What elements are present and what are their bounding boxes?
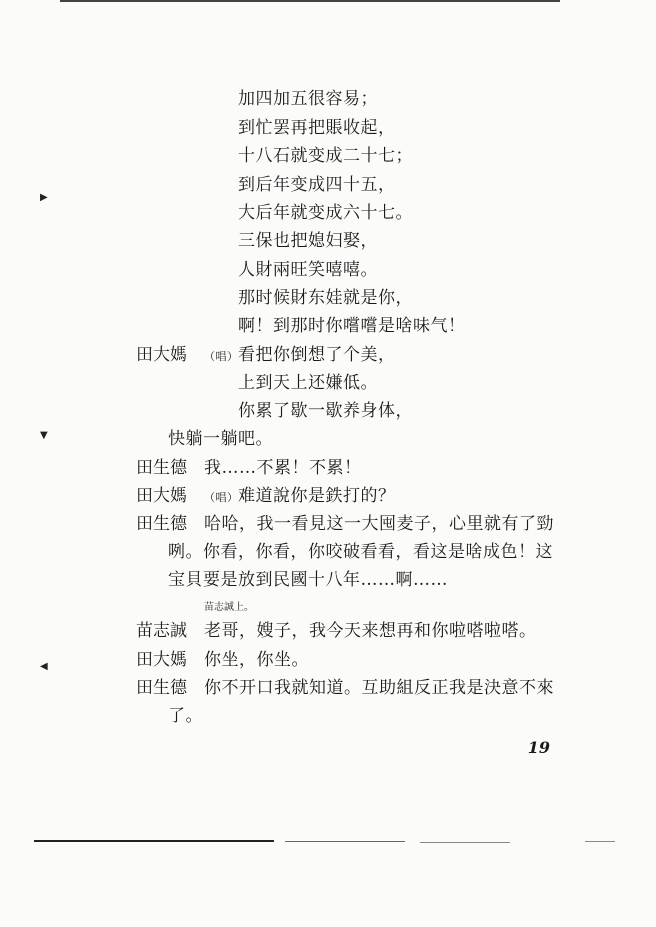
dialogue-line: 看把你倒想了个美， <box>238 345 396 365</box>
stage-note: （唱） <box>204 350 239 363</box>
margin-mark-icon: ▶ <box>40 192 48 203</box>
dialogue-line: 了。 <box>168 706 203 726</box>
speaker-name: 田大媽 <box>136 345 187 365</box>
verse-line: 大后年就变成六十七。 <box>238 203 413 223</box>
dialogue-line: 哈哈，我一看見这一大囤麦子，心里就有了勁 <box>204 514 554 534</box>
bottom-rule <box>420 842 510 843</box>
bottom-rule <box>34 840 274 842</box>
dialogue-line: 我……不累！不累！ <box>204 458 362 478</box>
dialogue-line: 你累了歇一歇养身体， <box>238 401 413 421</box>
stage-direction: 苗志誠上。 <box>204 602 254 613</box>
verse-line: 加四加五很容易； <box>238 89 378 109</box>
bottom-rule <box>585 841 615 842</box>
top-rule <box>60 0 560 2</box>
margin-mark-icon: ▼ <box>40 430 48 441</box>
verse-line: 那时候財东娃就是你， <box>238 288 413 308</box>
dialogue-line: 难道說你是鉄打的？ <box>238 486 396 506</box>
speaker-name: 田生德 <box>136 678 187 698</box>
speaker-name: 田生德 <box>136 458 187 478</box>
bottom-rule <box>285 841 405 842</box>
verse-line: 十八石就变成二十七； <box>238 146 413 166</box>
dialogue-line: 你坐，你坐。 <box>204 650 309 670</box>
dialogue-line: 老哥，嫂子，我今天来想再和你啦嗒啦嗒。 <box>204 621 537 641</box>
dialogue-line: 宝貝要是放到民國十八年……啊…… <box>168 570 448 590</box>
speaker-name: 苗志誠 <box>136 621 187 641</box>
stage-note: （唱） <box>204 491 239 504</box>
verse-line: 三保也把媳妇娶， <box>238 231 378 251</box>
speaker-name: 田生德 <box>136 514 187 534</box>
verse-line: 到后年变成四十五， <box>238 175 396 195</box>
verse-line: 人財兩旺笑嘻嘻。 <box>238 260 378 280</box>
verse-line: 到忙罢再把賬收起， <box>238 118 396 138</box>
dialogue-line: 快躺一躺吧。 <box>168 429 273 449</box>
dialogue-line: 上到天上还嫌低。 <box>238 373 378 393</box>
page-number: 19 <box>527 738 550 757</box>
dialogue-line: 你不开口我就知道。互助組反正我是決意不來 <box>204 678 554 698</box>
verse-line: 啊！到那时你嚐嚐是啥味气！ <box>238 316 466 336</box>
speaker-name: 田大媽 <box>136 486 187 506</box>
speaker-name: 田大媽 <box>136 650 187 670</box>
margin-mark-icon: ◀ <box>40 661 48 672</box>
dialogue-line: 咧。你看，你看，你咬破看看，看这是啥成色！这 <box>168 542 553 562</box>
